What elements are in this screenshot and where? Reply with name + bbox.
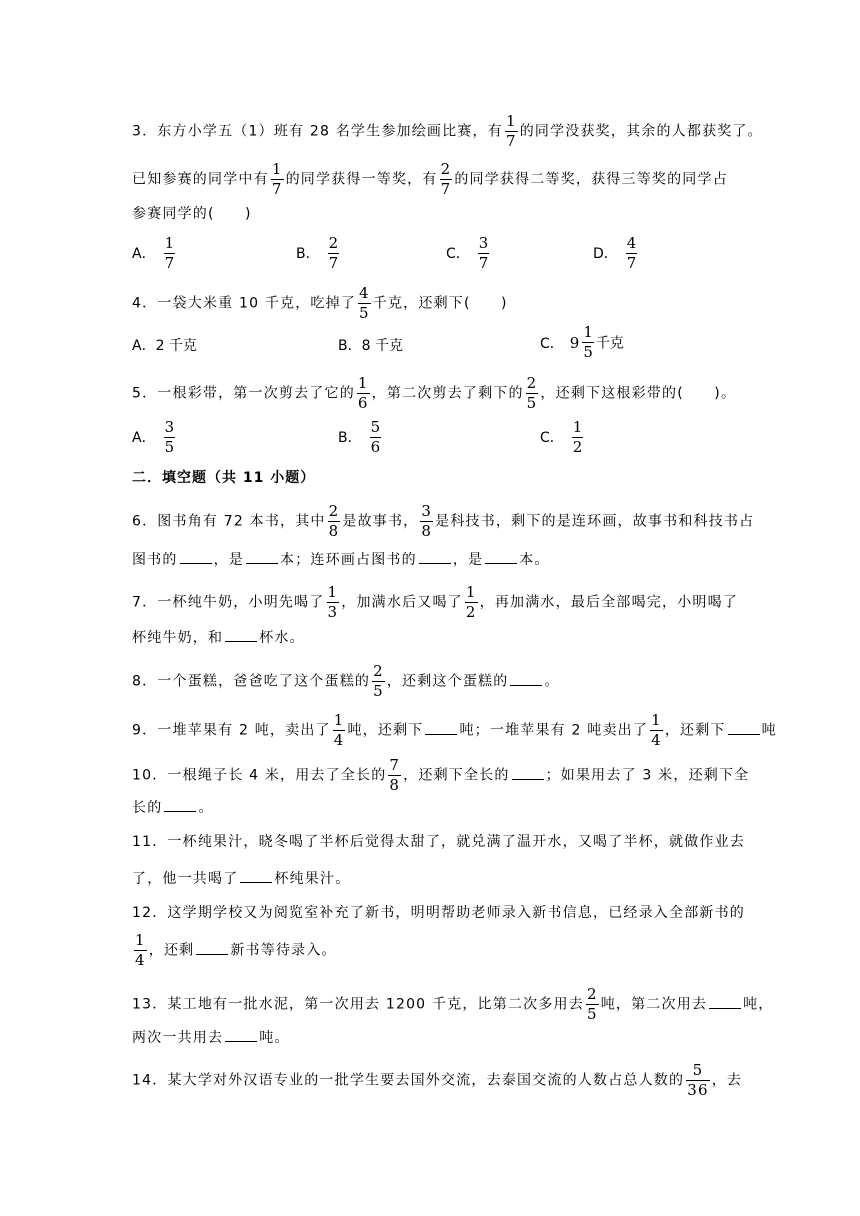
q6-text-b: 是故事书， <box>342 513 419 530</box>
q9-fraction-1: $\frac{1}{4}$ <box>333 711 345 749</box>
q13-fraction: $\frac{2}{5}$ <box>586 985 598 1023</box>
q5-text-a: 5．一根彩带，第一次剪去了它的 <box>132 385 355 402</box>
question-13-line-2: 两次一共用去 吨。 <box>132 1027 742 1048</box>
q10-fraction: $\frac{7}{8}$ <box>389 756 401 794</box>
question-7-line-1: 7．一杯纯牛奶，小明先喝了 $\frac{1}{3}$ ，加满水后又喝了 $\frac{1}{2}$ ，再加满水，最后全部喝完，小明喝了 <box>132 583 739 621</box>
answer-blank[interactable] <box>180 549 212 564</box>
question-11-line-2: 了，他一共喝了 杯纯果汁。 <box>132 868 742 889</box>
question-11-line-1: 11．一杯纯果汁，晓冬喝了半杯后觉得太甜了，就兑满了温开水，又喝了半杯，就做作业去 <box>132 834 746 850</box>
q3-text-b: 的同学没获奖，其余的人都获奖了。 <box>519 123 763 140</box>
question-6-line-1 <box>132 502 755 540</box>
q3-option-d[interactable]: D． $\frac{4}{7}$ <box>593 234 637 272</box>
answer-blank[interactable] <box>240 868 272 883</box>
q4-option-a[interactable]: A．2 千克 <box>132 338 197 354</box>
answer-blank[interactable] <box>485 549 517 564</box>
question-12-line-2: $\frac{1}{4}$ ，还剩 新书等待录入。 <box>135 931 337 969</box>
q3-fraction-3: $\frac{2}{7}$ <box>440 160 452 198</box>
q12-fraction: $\frac{1}{4}$ <box>135 931 146 969</box>
q3-text-c: 已知参赛的同学中有 <box>132 171 269 188</box>
question-3-line-2 <box>132 162 742 197</box>
question-4-line-1 <box>132 286 742 321</box>
question-6-line-2: 图书的 ，是 本；连环画占图书的 ，是 本。 <box>132 549 742 570</box>
q6-text-c: 是科技书，剩下的是连环画，故事书和科技书占 <box>435 513 755 530</box>
answer-blank[interactable] <box>419 549 451 564</box>
question-8-line-1: 8．一个蛋糕，爸爸吃了这个蛋糕的 $\frac{2}{5}$ ，还剩这个蛋糕的 。 <box>132 662 560 700</box>
q3-text-a: 3．东方小学五（1）班有 28 名学生参加绘画比赛，有 <box>132 123 503 140</box>
section-heading-fill-in: 二．填空题（共 11 小题） <box>132 470 316 486</box>
answer-blank[interactable] <box>225 1027 257 1042</box>
q6-fraction-2: $\frac{3}{8}$ <box>421 502 433 540</box>
q3-text-e: 的同学获得二等奖，获得三等奖的同学占 <box>454 171 728 188</box>
question-13-line-1: 13．某工地有一批水泥，第一次用去 1200 千克，比第二次多用去 $\frac{2}{5}$ 吨，第二次用去 吨， <box>132 985 774 1023</box>
q5-fraction-1: $\frac{1}{6}$ <box>357 374 369 412</box>
answer-blank[interactable] <box>510 671 542 686</box>
q4-fraction: $\frac{4}{5}$ <box>359 284 370 322</box>
q3-text-f: 参赛同学的( ) <box>132 206 252 222</box>
q4-option-b[interactable]: B．8 千克 <box>338 338 403 354</box>
answer-blank[interactable] <box>164 797 196 812</box>
answer-blank[interactable] <box>225 627 257 642</box>
q3-text-d: 的同学获得一等奖，有 <box>285 171 438 188</box>
question-10-line-2: 长的 。 <box>132 797 742 818</box>
q4-text-b: 千克，还剩下( ) <box>372 295 508 312</box>
question-10-line-1: 10．一根绳子长 4 米，用去了全长的 $\frac{7}{8}$ ，还剩下全长的 ；如果用去了 3 米，还剩下全 <box>132 756 750 794</box>
q9-fraction-2: $\frac{1}{4}$ <box>651 711 662 749</box>
answer-blank[interactable] <box>425 720 457 735</box>
q8-fraction: $\frac{2}{5}$ <box>373 662 384 700</box>
question-9-line-1: 9．一堆苹果有 2 吨，卖出了 $\frac{1}{4}$ 吨，还剩下 吨；一堆苹果有 2 吨卖出了 $\frac{1}{4}$ ，还剩下 吨 <box>132 711 777 749</box>
question-3-line-1 <box>132 112 763 150</box>
q6-fraction-1: $\frac{2}{8}$ <box>328 502 340 540</box>
q3-option-b[interactable]: B． $\frac{2}{7}$ <box>296 234 339 272</box>
q14-fraction: $\frac{5}{36}$ <box>687 1061 709 1099</box>
question-7-line-2: 杯纯牛奶，和 杯水。 <box>132 627 742 648</box>
q3-fraction-2: $\frac{1}{7}$ <box>271 160 283 198</box>
q5-fraction-2: $\frac{2}{5}$ <box>526 374 538 412</box>
question-5-line-1 <box>132 376 742 411</box>
q5-option-c[interactable]: C． $\frac{1}{2}$ <box>540 418 583 456</box>
answer-blank[interactable] <box>709 994 741 1009</box>
q3-fraction-1: $\frac{1}{7}$ <box>505 112 517 150</box>
q5-text-c: ，还剩下这根彩带的( )。 <box>540 385 737 402</box>
q7-fraction-2: $\frac{1}{2}$ <box>465 583 477 621</box>
q5-text-b: ，第二次剪去了剩下的 <box>371 385 524 402</box>
answer-blank[interactable] <box>246 549 278 564</box>
question-14-line-1: 14．某大学对外汉语专业的一批学生要去国外交流，去泰国交流的人数占总人数的 $\frac{5}{36}$ ，去 <box>132 1061 743 1099</box>
q3-option-c[interactable]: C． $\frac{3}{7}$ <box>446 234 489 272</box>
question-3-line-3 <box>132 204 742 224</box>
q5-option-a[interactable]: A． $\frac{3}{5}$ <box>132 418 175 456</box>
answer-blank[interactable] <box>728 720 760 735</box>
q4-text-a: 4．一袋大米重 10 千克，吃掉了 <box>132 295 357 312</box>
answer-blank[interactable] <box>196 940 228 955</box>
q4-option-c[interactable]: C． 9 $\frac{1}{5}$ 千克 <box>540 323 624 361</box>
answer-blank[interactable] <box>512 765 544 780</box>
q6-text-a: 6．图书角有 72 本书，其中 <box>132 513 326 530</box>
q7-fraction-1: $\frac{1}{3}$ <box>327 583 339 621</box>
q5-option-b[interactable]: B． $\frac{5}{6}$ <box>338 418 381 456</box>
q3-option-a[interactable]: A． $\frac{1}{7}$ <box>132 234 175 272</box>
question-12-line-1: 12．这学期学校又为阅览室补充了新书，明明帮助老师录入新书信息，已经录入全部新书的 <box>132 905 746 921</box>
